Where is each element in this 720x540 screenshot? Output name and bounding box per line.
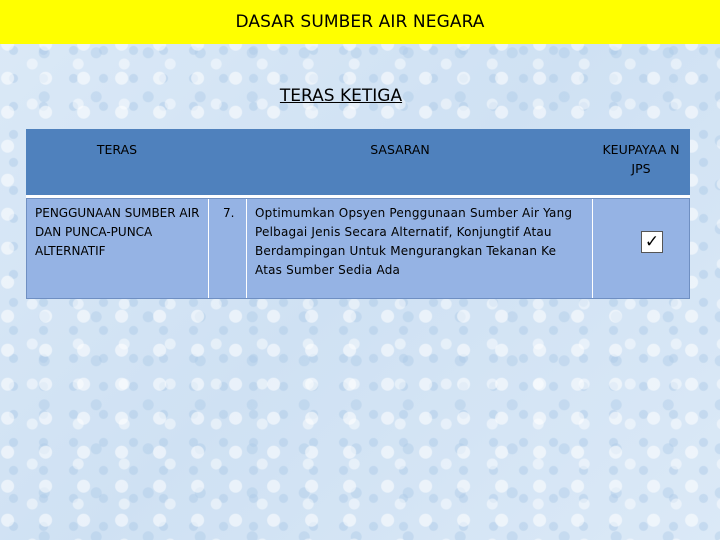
- column-divider: [592, 199, 593, 298]
- checkmark-icon: [641, 231, 663, 253]
- row-number: 7.: [223, 206, 235, 220]
- page-title: DASAR SUMBER AIR NEGARA: [235, 12, 485, 32]
- header-keupayaan: KEUPAYAA N JPS: [602, 142, 680, 176]
- table-row: [26, 198, 690, 299]
- row-teras: PENGGUNAAN SUMBER AIR DAN PUNCA-PUNCA ALTERNATIF: [35, 206, 200, 258]
- row-sasaran: Optimumkan Opsyen Penggunaan Sumber Air Yang Pelbagai Jenis Secara Alternatif, Konjungtif Atau Berdampingan Untuk Mengurangkan Tekanan Ke Atas Sumber Sedia Ada: [255, 206, 573, 277]
- title-bar: [0, 0, 720, 44]
- teras-table: [26, 129, 690, 299]
- row-keupayaan: ✓: [644, 232, 660, 252]
- table-header: [26, 129, 690, 198]
- subtitle: TERAS KETIGA: [279, 86, 403, 106]
- column-divider: [208, 199, 209, 298]
- header-sasaran: SASARAN: [370, 142, 430, 157]
- header-teras: TERAS: [96, 142, 138, 157]
